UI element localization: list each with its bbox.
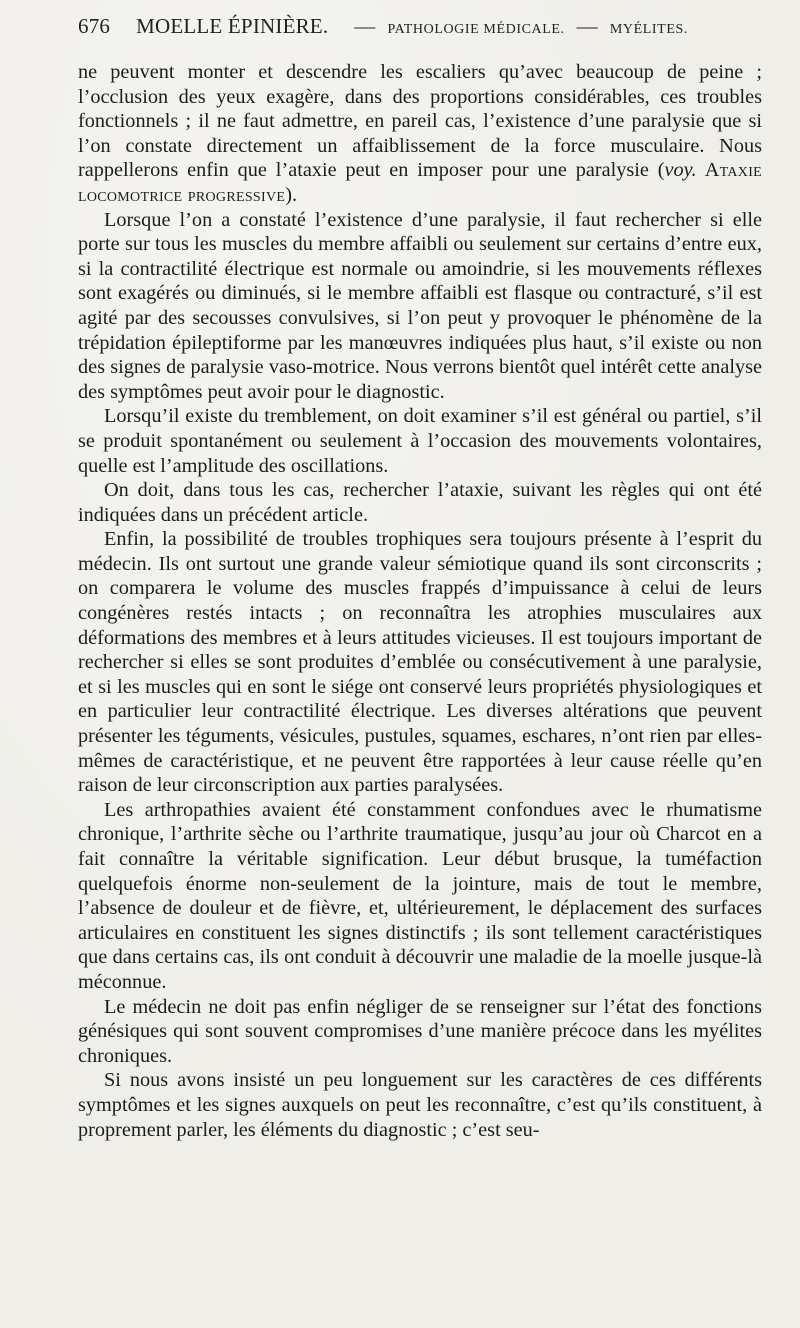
paragraph: On doit, dans tous les cas, rechercher l’ataxie, suivant les règles qui ont été indiquées dans un précédent article. bbox=[78, 479, 762, 526]
paragraph-text: ne peuvent monter et descendre les escaliers qu’avec beaucoup de peine ; l’occlusion des yeux exagère, dans des proportions considérables, ces troubles fonctionnels ; il ne faut admettre, en pareil cas, l’existence d’une paralysie que si l’on constate directement un affaiblissement de la force musculaire. Nous rappellerons enfin que l’ataxie peut en imposer pour une paralysie ( bbox=[78, 61, 762, 182]
paragraph-text: ). bbox=[285, 183, 298, 206]
paragraph: Lorsqu’il existe du tremblement, on doit examiner s’il est général ou partiel, s’il se produit spontanément ou seulement à l’occasion des mouvements volontaires, quelle est l’amplitude des oscillations. bbox=[78, 405, 762, 477]
body-text bbox=[78, 60, 762, 1142]
page-number: 676 bbox=[78, 14, 111, 38]
paragraph bbox=[78, 60, 762, 208]
cross-reference: Ataxie locomotrice progressive bbox=[78, 159, 763, 206]
header-dash: — bbox=[354, 14, 376, 38]
paragraph: Lorsque l’on a constaté l’existence d’une paralysie, il faut rechercher si elle porte sur tous les muscles du membre affaibli ou seulement sur certains d’entre eux, si la contractilité électrique est normale ou amoindrie, si les mouvements réflexes sont exagérés ou diminués, si le membre affaibli est flasque ou contracturé, s’il est agité par des secousses convulsives, si l’on peut y provoquer le phénomène de la trépidation épileptiforme par les manœuvres indiquées plus haut, s’il existe ou non des signes de paralysie vaso-motrice. Nous verrons bientôt quel intérêt cette analyse des symptômes peut avoir pour le diagnostic. bbox=[78, 208, 762, 403]
running-head bbox=[78, 14, 762, 44]
paragraph: Les arthropathies avaient été constamment confondues avec le rhumatisme chronique, l’arthrite sèche ou l’arthrite traumatique, jusqu’au jour où Charcot en a fait connaître la véritable signification. Leur début brusque, la tuméfaction quelquefois énorme non-seulement de la jointure, mais de tout le membre, l’absence de douleur et de fièvre, et, ultérieurement, le déplacement des surfaces articulaires en constituent les signes distinctifs ; ils sont tellement caractéristiques que dans certains cas, ils ont conduit à découvrir une maladie de la moelle jusque-là méconnue. bbox=[78, 798, 762, 993]
running-subsection: MYÉLITES. bbox=[609, 22, 688, 37]
paragraph: Si nous avons insisté un peu longuement sur les caractères de ces différents symptômes et les signes auxquels on peut les reconnaître, c’est qu’ils constituent, à proprement parler, les éléments du diagnostic ; c’est seu- bbox=[78, 1069, 762, 1141]
paragraph: Le médecin ne doit pas enfin négliger de se renseigner sur l’état des fonctions génésiques qui sont souvent compromises d’une manière précoce dans les myélites chroniques. bbox=[78, 995, 762, 1067]
header-dash: — bbox=[576, 14, 598, 38]
running-section: PATHOLOGIE MÉDICALE. bbox=[387, 22, 565, 37]
paragraph: Enfin, la possibilité de troubles trophiques sera toujours présente à l’esprit du médecin. Ils ont surtout une grande valeur sémiotique quand ils sont circonscrits ; on comparera le volume des muscles frappés d’impuissance à celui de leurs congénères restés intacts ; on reconnaîtra les atrophies musculaires aux déformations des membres et à leurs attitudes vicieuses. Il est toujours important de rechercher si elles se sont produites d’emblée ou consécutivement à une paralysie, et si les muscles qui en sont le siége ont conservé leurs propriétés physiologiques et en particulier leur contractilité électrique. Les diverses altérations que peuvent présenter les téguments, vésicules, pustules, squames, eschares, n’ont rien par elles-mêmes de caractéristique, et ne peuvent être rapportées à leur cause réelle qu’en raison de leur circonscription aux parties paralysées. bbox=[78, 528, 762, 797]
italic-reference: voy. bbox=[664, 159, 697, 182]
running-title: MOELLE ÉPINIÈRE. bbox=[136, 14, 329, 38]
